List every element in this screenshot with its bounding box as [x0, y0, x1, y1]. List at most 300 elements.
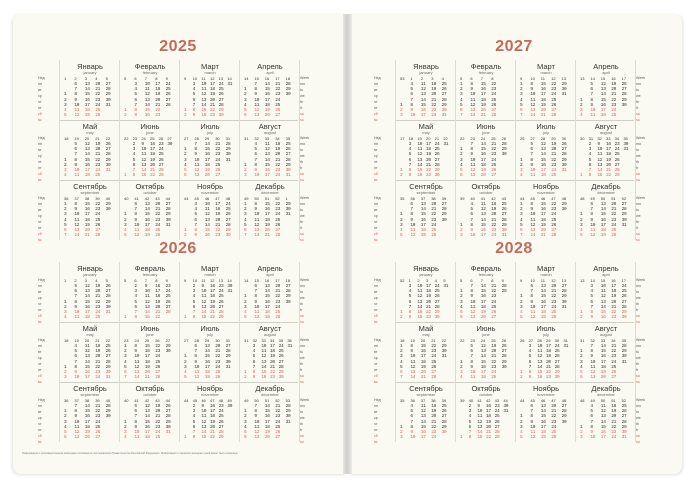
day-number: 26 — [165, 299, 171, 305]
weekday-label-en: tu — [300, 208, 303, 212]
day-number: 8 — [74, 409, 77, 415]
week-number: 7 — [480, 76, 484, 81]
day-number: 29 — [218, 315, 224, 321]
day-number: 15 — [540, 414, 546, 420]
day-number: 2 — [588, 142, 592, 147]
day-number: 6 — [192, 304, 196, 310]
day-number: 14 — [417, 304, 423, 310]
day-number: 31 — [287, 344, 293, 349]
day-number: 20 — [426, 157, 431, 163]
weekday-label-en: Week — [300, 136, 310, 140]
day-number: 13 — [204, 217, 210, 223]
day-number: 19 — [210, 299, 215, 305]
day-number: 29 — [105, 202, 111, 207]
day-number: 16 — [480, 152, 486, 158]
day-number: 5 — [520, 435, 523, 441]
day-number: 18 — [215, 207, 220, 213]
day-number: 16 — [606, 142, 611, 147]
day-number: 21 — [95, 404, 100, 409]
day-number: 15 — [420, 212, 426, 218]
day-number: 12 — [74, 222, 80, 228]
day-number: 15 — [204, 227, 210, 233]
day-number: 7 — [588, 167, 592, 173]
day-number: 1 — [400, 309, 403, 315]
day-number: 11 — [470, 304, 476, 310]
day-row — [580, 315, 632, 320]
week-number: 49 — [590, 196, 595, 201]
day-number: 6 — [400, 369, 403, 375]
day-number: 4 — [64, 424, 67, 430]
day-number: 19 — [264, 222, 270, 228]
weekday-label-en: mo — [636, 202, 641, 206]
day-number: 3 — [64, 309, 67, 315]
day-number: 5 — [528, 354, 532, 360]
day-number: 12 — [590, 369, 596, 375]
day-number: 6 — [134, 409, 137, 415]
day-number: 10 — [590, 107, 596, 113]
day-number: 11 — [194, 162, 200, 168]
day-number: 2 — [244, 167, 247, 173]
day-number: 20 — [551, 284, 556, 289]
day-number: 21 — [491, 142, 496, 147]
day-number: 28 — [501, 284, 507, 289]
weekday-label: чт — [374, 362, 378, 366]
day-number: 16 — [264, 207, 270, 213]
day-number: 24 — [95, 419, 100, 425]
day-number: 19 — [84, 113, 90, 119]
day-number: 20 — [84, 227, 90, 233]
day-number: 27 — [621, 299, 627, 305]
day-number: 14 — [420, 97, 426, 103]
day-number: 9 — [597, 142, 600, 147]
day-number: 25 — [614, 152, 620, 158]
week-number: 2 — [420, 76, 424, 81]
month-name-en: may — [422, 332, 430, 337]
day-number: 9 — [134, 217, 137, 223]
weekday-label-en: mo — [300, 142, 305, 146]
day-number: 20 — [155, 202, 160, 207]
day-number: 17 — [84, 375, 90, 381]
day-number: 30 — [278, 375, 284, 381]
day-number: 13 — [470, 173, 476, 179]
day-number: 21 — [215, 142, 220, 147]
month-name: Февраль — [134, 62, 166, 71]
day-number: 4 — [528, 349, 532, 355]
week-number: 39 — [95, 398, 100, 403]
day-number: 9 — [410, 349, 413, 355]
day-number: 31 — [225, 157, 231, 163]
day-number: 2 — [64, 304, 67, 310]
day-number: 17 — [210, 82, 215, 87]
day-number: 18 — [144, 227, 150, 233]
day-number: 15 — [204, 147, 210, 153]
day-number: 29 — [441, 424, 447, 430]
day-number: 9 — [410, 217, 413, 223]
day-number: 7 — [530, 152, 533, 158]
month-days — [64, 404, 116, 440]
day-number: 18 — [431, 404, 436, 409]
day-number: 27 — [165, 97, 171, 103]
day-number: 28 — [105, 359, 111, 365]
day-number: 22 — [491, 147, 496, 153]
day-number: 10 — [530, 212, 536, 218]
day-number: 24 — [491, 92, 496, 98]
month-november — [517, 383, 575, 441]
day-number: 16 — [480, 364, 486, 370]
weekday-labels — [374, 195, 394, 243]
day-number: 23 — [491, 227, 496, 233]
day-number: 29 — [494, 435, 500, 441]
day-number: 3 — [194, 202, 197, 207]
day-number: 10 — [194, 157, 200, 163]
weekday-label: ср — [38, 296, 42, 300]
weekday-labels-en — [636, 75, 654, 123]
day-number: 13 — [201, 304, 207, 310]
day-number: 3 — [460, 233, 463, 239]
weekday-label-en: su — [636, 380, 640, 384]
day-number: 21 — [540, 113, 546, 119]
month-september — [397, 383, 455, 441]
weekday-label: чт — [374, 100, 378, 104]
week-number: 48 — [225, 196, 231, 201]
day-number: 11 — [530, 429, 536, 435]
grid-divider — [395, 60, 396, 240]
day-number: 7 — [252, 364, 256, 370]
day-number: 29 — [165, 212, 171, 218]
weekday-label: сб — [374, 232, 378, 236]
month-february — [457, 263, 515, 321]
day-number: 6 — [184, 173, 187, 179]
day-number: 13 — [410, 369, 416, 375]
day-number: 1 — [580, 309, 583, 315]
day-number: 29 — [621, 309, 627, 315]
day-number: 23 — [614, 142, 620, 147]
grid-divider — [515, 60, 516, 240]
day-number: 3 — [520, 167, 523, 173]
day-number: 10 — [417, 142, 423, 147]
week-number: 11 — [540, 278, 545, 283]
day-number: 20 — [204, 173, 210, 179]
day-number: 26 — [431, 364, 436, 370]
week-number: 36 — [410, 398, 415, 403]
month-days — [184, 284, 236, 320]
day-number: 21 — [611, 344, 616, 349]
day-number: 9 — [408, 315, 412, 321]
day-number: 13 — [480, 349, 486, 355]
day-number: 30 — [441, 429, 447, 435]
week-number: 18 — [400, 338, 405, 343]
weekday-label-en: th — [300, 422, 303, 426]
day-number: 8 — [408, 309, 412, 315]
day-number: 19 — [491, 207, 496, 213]
day-number: 18 — [540, 173, 546, 179]
weekday-label: Нед — [374, 398, 381, 402]
day-number: 15 — [597, 173, 603, 179]
day-number: 25 — [551, 309, 556, 315]
day-number: 16 — [480, 87, 486, 93]
day-number: 7 — [590, 304, 593, 310]
weekday-label: Нед — [374, 278, 381, 282]
week-number: 47 — [215, 196, 220, 201]
day-number: 27 — [105, 354, 111, 360]
day-number: 22 — [275, 294, 280, 300]
day-number: 4 — [244, 102, 247, 108]
day-number: 25 — [158, 152, 164, 158]
weekday-label: ср — [38, 154, 42, 158]
day-number: 1 — [520, 414, 523, 420]
day-number: 9 — [254, 92, 257, 98]
month-name: Ноябрь — [196, 384, 224, 393]
day-number: 25 — [215, 369, 220, 375]
weekday-label-en: fr — [300, 226, 303, 230]
day-number: 25 — [554, 349, 560, 355]
day-number: 18 — [264, 217, 270, 223]
month-june — [121, 121, 179, 179]
day-number: 12 — [600, 294, 606, 300]
day-number: 6 — [530, 147, 533, 153]
day-number: 21 — [84, 233, 90, 239]
day-row — [400, 315, 452, 320]
day-number: 26 — [105, 284, 111, 289]
day-number: 9 — [74, 162, 77, 168]
day-number: 28 — [551, 233, 556, 239]
day-number: 19 — [210, 92, 215, 98]
day-number: 8 — [254, 87, 257, 93]
day-number: 8 — [254, 294, 257, 300]
day-number: 21 — [275, 157, 280, 163]
day-number: 5 — [192, 299, 196, 305]
day-number: 15 — [264, 202, 270, 207]
day-number: 27 — [278, 359, 284, 365]
week-number: 16 — [264, 76, 270, 81]
day-number: 25 — [431, 227, 436, 233]
day-number: 10 — [254, 173, 260, 179]
day-number: 28 — [105, 152, 111, 158]
day-number: 30 — [105, 414, 111, 420]
day-number: 16 — [84, 162, 90, 168]
day-number: 1 — [580, 349, 583, 355]
day-number: 28 — [441, 207, 447, 213]
day-number: 24 — [491, 299, 496, 305]
month-name: Апрель — [257, 264, 283, 273]
day-number: 20 — [270, 359, 275, 365]
day-number: 11 — [470, 375, 476, 381]
day-number: 31 — [441, 113, 447, 119]
day-number: 11 — [600, 289, 606, 295]
day-number: 18 — [264, 102, 270, 108]
day-number: 15 — [84, 92, 90, 98]
day-number: 16 — [480, 227, 486, 233]
weekday-labels-en — [300, 75, 318, 123]
day-row — [400, 233, 452, 238]
weekday-label-en: we — [636, 416, 641, 420]
weekday-label: Нед — [38, 196, 45, 200]
day-number: 3 — [400, 435, 403, 441]
weekday-label-en: we — [300, 154, 305, 158]
day-number: 22 — [95, 299, 100, 305]
day-number: 25 — [165, 87, 171, 93]
day-number: 15 — [417, 167, 423, 173]
day-row — [244, 375, 296, 380]
week-number: 18 — [64, 338, 69, 343]
weekday-label-en: fr — [636, 166, 639, 170]
month-november — [517, 181, 575, 239]
week-number: 22 — [460, 338, 465, 343]
day-number: 12 — [470, 167, 476, 173]
month-name-en: january — [83, 272, 97, 277]
day-number: 18 — [480, 304, 486, 310]
day-number: 25 — [218, 294, 224, 300]
day-number: 6 — [520, 227, 523, 233]
week-number: 16 — [264, 278, 270, 283]
day-number: 22 — [611, 349, 616, 355]
day-number: 6 — [460, 173, 463, 179]
week-number: 37 — [74, 196, 79, 201]
weekday-label-en: fr — [636, 308, 639, 312]
weekday-label: сб — [374, 112, 378, 116]
day-number: 4 — [74, 344, 77, 349]
day-number: 15 — [264, 87, 270, 93]
day-number: 2 — [192, 284, 196, 289]
week-number: 2 — [74, 278, 77, 283]
day-number: 8 — [528, 369, 532, 375]
day-number: 8 — [410, 344, 413, 349]
weekday-label: Нед — [38, 76, 45, 80]
month-name: Декабрь — [255, 182, 285, 191]
day-number: 28 — [621, 344, 627, 349]
day-number: 3 — [580, 107, 583, 113]
day-number: 23 — [215, 233, 220, 239]
day-number: 20 — [150, 162, 155, 168]
day-number: 24 — [155, 354, 160, 360]
day-number: 30 — [218, 113, 224, 119]
day-number: 4 — [184, 369, 187, 375]
weekday-label: вс — [38, 440, 42, 444]
day-number: 20 — [95, 147, 100, 153]
day-number: 25 — [491, 375, 496, 381]
day-number: 20 — [264, 227, 270, 233]
day-number: 16 — [600, 315, 606, 321]
day-number: 24 — [611, 107, 616, 113]
day-number: 3 — [244, 304, 247, 310]
day-number: 18 — [540, 97, 546, 103]
month-name-en: august — [599, 332, 612, 337]
day-number: 24 — [165, 289, 171, 295]
day-number: 21 — [95, 294, 100, 300]
day-number: 9 — [252, 375, 256, 381]
day-number: 20 — [491, 349, 496, 355]
month-name-en: february — [142, 70, 158, 75]
week-number: 13 — [218, 278, 224, 283]
weekday-label-en: tu — [636, 290, 639, 294]
day-number: 21 — [540, 233, 546, 239]
day-number: 12 — [480, 207, 486, 213]
day-number: 12 — [84, 284, 90, 289]
day-number: 3 — [588, 147, 592, 153]
week-number: 11 — [540, 76, 545, 81]
week-number: 46 — [540, 398, 546, 403]
day-number: 12 — [254, 107, 260, 113]
week-number: 33 — [261, 338, 266, 343]
day-number: 18 — [540, 309, 546, 315]
week-number: 35 — [278, 338, 284, 343]
day-number: 2 — [468, 404, 472, 409]
day-number: 15 — [420, 344, 426, 349]
month-days — [184, 202, 236, 238]
day-number: 30 — [225, 359, 231, 365]
day-number: 5 — [192, 92, 196, 98]
weekday-label: ср — [38, 214, 42, 218]
week-number: 5 — [105, 76, 108, 81]
day-number: 7 — [470, 354, 473, 360]
weekday-label-en: we — [300, 356, 305, 360]
day-number: 23 — [426, 315, 431, 321]
day-number: 2 — [64, 369, 67, 375]
day-number: 25 — [551, 97, 556, 103]
day-number: 2 — [580, 429, 583, 435]
week-number: 49 — [590, 398, 595, 403]
day-number: 30 — [621, 102, 627, 108]
day-number: 11 — [134, 359, 140, 365]
day-number: 5 — [520, 315, 523, 321]
week-number: 30 — [561, 136, 567, 141]
month-name: Март — [201, 62, 219, 71]
month-days — [184, 82, 236, 118]
day-number: 21 — [551, 289, 556, 295]
day-number: 14 — [540, 152, 546, 158]
week-number: 51 — [611, 196, 616, 201]
day-number: 5 — [64, 222, 67, 228]
day-number: 14 — [141, 167, 147, 173]
day-number: 19 — [210, 419, 215, 425]
day-number: 18 — [144, 359, 150, 365]
day-number: 28 — [441, 97, 447, 103]
day-number: 7 — [590, 419, 593, 425]
day-number: 14 — [204, 349, 210, 355]
month-days — [124, 82, 176, 118]
day-number: 1 — [400, 344, 403, 349]
day-number: 20 — [275, 152, 280, 158]
day-number: 15 — [480, 359, 486, 365]
day-row — [184, 113, 236, 118]
day-number: 12 — [84, 142, 90, 147]
day-number: 6 — [530, 404, 533, 409]
day-number: 18 — [426, 289, 431, 295]
day-number: 16 — [201, 113, 207, 119]
day-number: 18 — [611, 289, 616, 295]
day-number: 31 — [105, 309, 111, 315]
day-number: 17 — [480, 299, 486, 305]
week-number: 21 — [431, 338, 436, 343]
month-name: Август — [258, 324, 282, 333]
day-number: 13 — [540, 404, 546, 409]
week-number: 8 — [155, 76, 158, 81]
day-number: 23 — [165, 284, 171, 289]
day-number: 23 — [491, 364, 496, 370]
month-name-en: december — [597, 190, 615, 195]
day-number: 10 — [194, 364, 200, 370]
month-march — [181, 263, 239, 321]
day-number: 23 — [491, 87, 496, 93]
day-number: 23 — [218, 284, 224, 289]
day-number: 12 — [141, 157, 147, 163]
month-name: Февраль — [470, 264, 502, 273]
weekday-label: Нед — [38, 398, 45, 402]
day-number: 17 — [600, 107, 606, 113]
day-number: 1 — [124, 344, 127, 349]
day-row — [64, 435, 116, 440]
month-days — [580, 142, 632, 178]
